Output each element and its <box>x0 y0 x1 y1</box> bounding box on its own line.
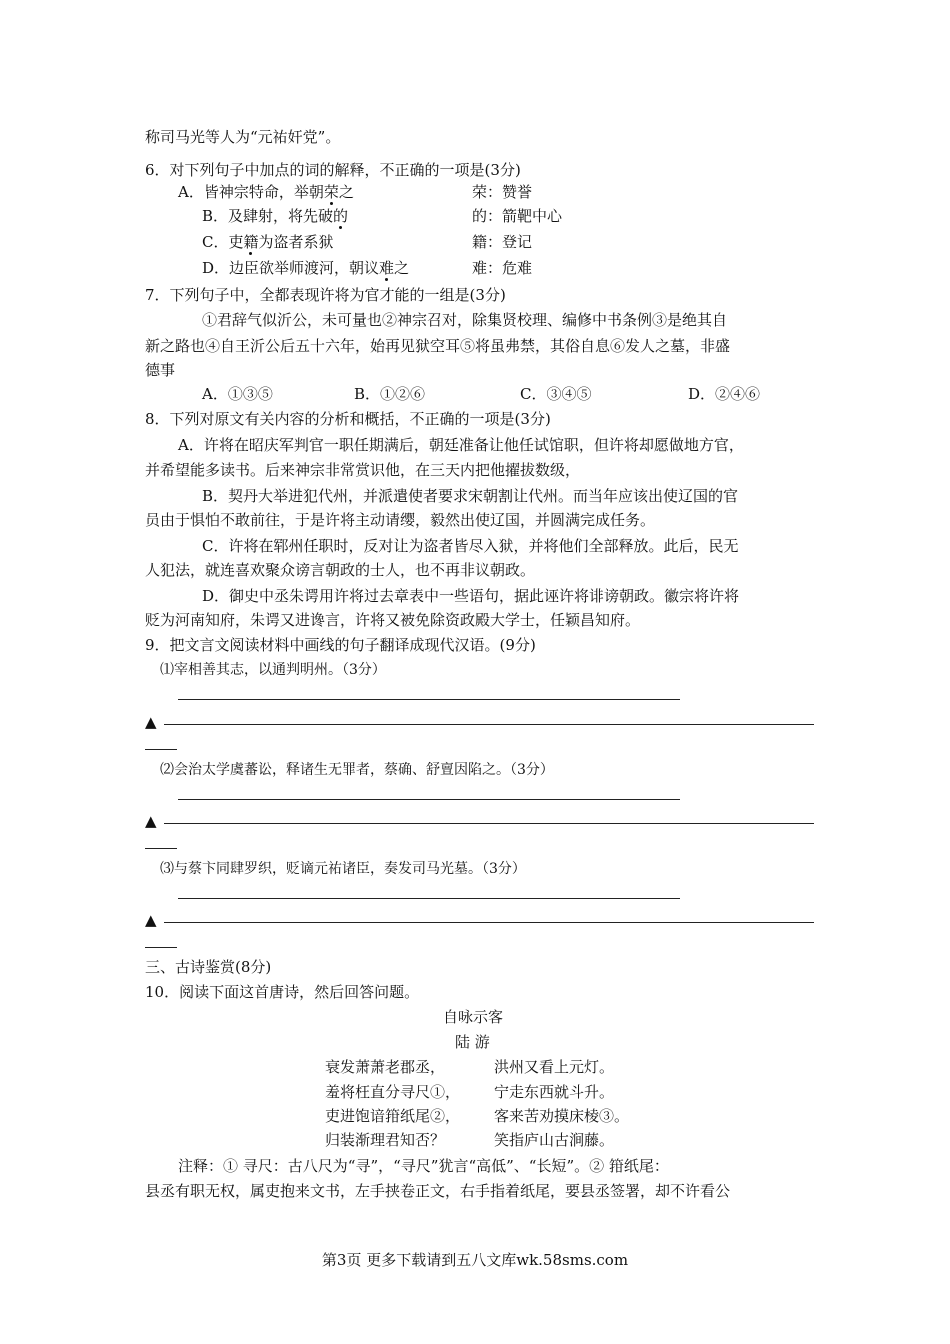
q8-option-b-line: 员由于惧怕不敢前往，于是许将主动请缨，毅然出使辽国，并圆满完成任务。 <box>145 511 656 529</box>
q9-item-3: ⑶与蔡卞同肆罗织，贬谪元祐诸臣，奏发司马光墓。（3分） <box>160 861 526 877</box>
answer-line <box>145 848 177 849</box>
q6-option-a: A．皆神宗特命，举朝荣之 <box>178 183 354 201</box>
q6-stem: 6．对下列句子中加点的词的解释，不正确的一项是(3分) <box>145 161 521 179</box>
q8-option-d-line: D．御史中丞朱谔用许将过去章表中一些语句，据此诬许将诽谤朝政。徽宗将许将 <box>202 587 740 605</box>
answer-marker: ▲ <box>145 812 157 830</box>
q7-body-line: 新之路也④自王沂公后五十六年，始再见狱空耳⑤将虽弗禁，其俗自息⑥发人之墓，非盛 <box>145 337 731 355</box>
page-footer: 第3页 更多下载请到五八文库wk.58sms.com <box>321 1251 629 1269</box>
poem-line: 客来苦劝摸床棱③。 <box>494 1107 630 1125</box>
poem-line: 洪州又看上元灯。 <box>494 1058 615 1076</box>
q10-stem: 10．阅读下面这首唐诗，然后回答问题。 <box>145 983 420 1001</box>
section-heading: 三、古诗鉴赏(8分) <box>145 958 272 976</box>
q8-stem: 8．下列对原文有关内容的分析和概括，不正确的一项是(3分) <box>145 410 551 428</box>
q6-gloss-c: 籍：登记 <box>472 233 533 251</box>
q7-body-line: ①君辞气似沂公，未可量也②神宗召对，除集贤校理、编修中书条例③是绝其自 <box>202 311 728 329</box>
poem-line: 衰发萧萧老郡丞， <box>325 1058 446 1076</box>
poem-line: 归装渐理君知否？ <box>325 1131 446 1149</box>
q9-item-2: ⑵会治太学虞蕃讼，释诸生无罪者，蔡确、舒亶因陷之。（3分） <box>160 762 554 778</box>
q8-option-c-line: 人犯法，就连喜欢聚众谤言朝政的士人，也不再非议朝政。 <box>145 561 536 579</box>
q7-body-line: 德事 <box>145 361 176 379</box>
q7-option-b: B．①②⑥ <box>354 385 426 403</box>
answer-line <box>178 699 680 700</box>
poem-line: 吏进饱谙箝纸尾②， <box>325 1107 461 1125</box>
q8-option-a-line: 并希望能多读书。后来神宗非常赏识他，在三天内把他擢拔数级， <box>145 461 581 479</box>
q6-option-d: D．边臣欲举师渡河，朝议难之 <box>202 259 410 277</box>
poem-author: 陆 游 <box>455 1033 490 1051</box>
emphasis-dot: 难 <box>379 259 395 277</box>
answer-line <box>145 749 177 750</box>
emphasis-dot: 籍 <box>243 233 259 251</box>
q8-option-a-line: A．许将在昭庆军判官一职任期满后，朝廷准备让他任试馆职，但许将却愿做地方官， <box>178 436 744 454</box>
q9-item-1: ⑴宰相善其志，以通判明州。（3分） <box>160 662 386 678</box>
intro-tail: 称司马光等人为“元祐奸党”。 <box>145 128 341 146</box>
poem-note-line: 县丞有职无权，属吏抱来文书，左手挟卷正文，右手指着纸尾，要县丞签署，却不许看公 <box>145 1182 731 1200</box>
q6-gloss-a: 荣：赞誉 <box>472 183 533 201</box>
answer-line <box>178 799 680 800</box>
q6-gloss-b: 的：箭靶中心 <box>472 207 563 225</box>
answer-marker: ▲ <box>145 713 157 731</box>
q7-option-d: D．②④⑥ <box>688 385 761 403</box>
poem-line: 笑指庐山古涧藤。 <box>494 1131 615 1149</box>
emphasis-dot: 荣 <box>323 183 339 201</box>
poem-line: 宁走东西就斗升。 <box>494 1083 615 1101</box>
q6-gloss-d: 难：危难 <box>472 259 533 277</box>
q6-option-b: B．及肆射，将先破的 <box>202 207 349 225</box>
q7-stem: 7．下列句子中，全都表现许将为官才能的一组是(3分) <box>145 286 506 304</box>
answer-line <box>145 947 177 948</box>
q9-stem: 9．把文言文阅读材料中画线的句子翻译成现代汉语。(9分) <box>145 636 536 654</box>
poem-note-line: 注释：① 寻尺：古八尺为“寻”，“寻尺”犹言“高低”、“长短”。② 箝纸尾： <box>178 1157 669 1175</box>
q6-option-c: C．吏籍为盗者系狱 <box>202 233 334 251</box>
answer-line <box>164 922 814 923</box>
q7-option-c: C．③④⑤ <box>520 385 592 403</box>
answer-line <box>178 898 680 899</box>
q8-option-c-line: C．许将在郓州任职时，反对让为盗者皆尽入狱，并将他们全部释放。此后，民无 <box>202 537 739 555</box>
q8-option-d-line: 贬为河南知府，朱谔又进谗言，许将又被免除资政殿大学士，任颖昌知府。 <box>145 611 641 629</box>
q8-option-b-line: B．契丹大举进犯代州，并派遣使者要求宋朝割让代州。而当年应该出使辽国的官 <box>202 487 739 505</box>
answer-line <box>164 724 814 725</box>
q7-option-a: A．①③⑤ <box>202 385 273 403</box>
emphasis-dot: 的 <box>333 207 349 225</box>
poem-line: 羞将枉直分寻尺①， <box>325 1083 461 1101</box>
poem-title: 自咏示客 <box>443 1008 504 1026</box>
answer-marker: ▲ <box>145 911 157 929</box>
answer-line <box>164 823 814 824</box>
